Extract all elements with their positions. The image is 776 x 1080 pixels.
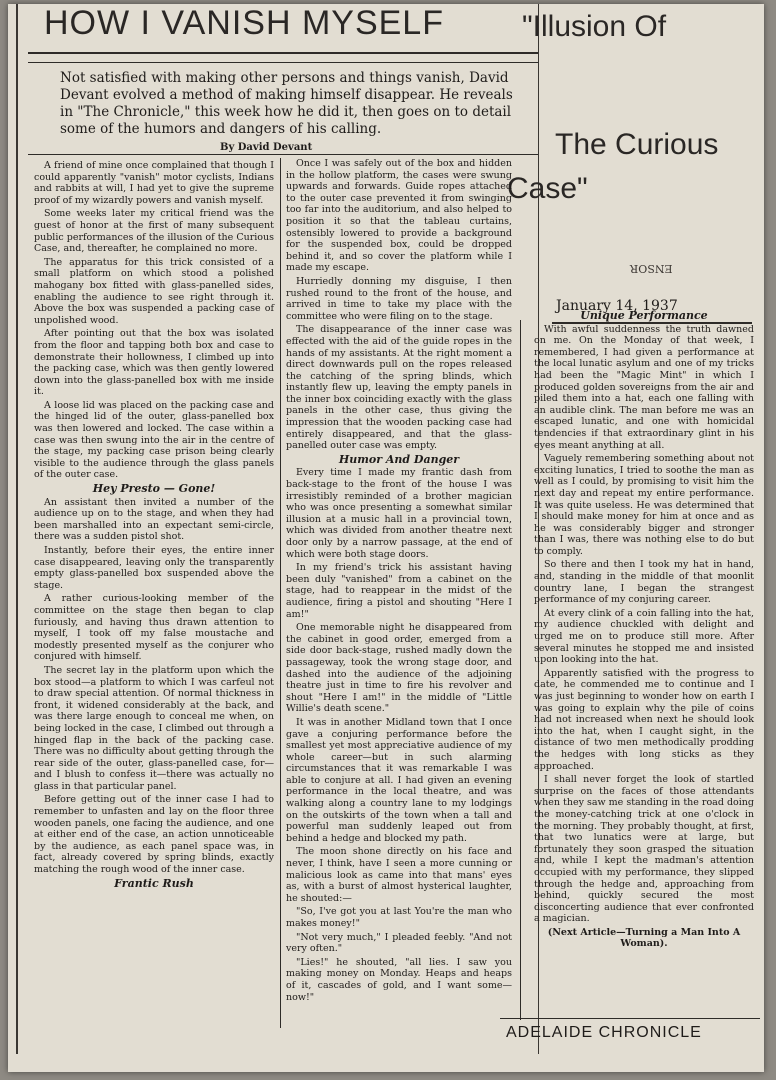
next-article-note: (Next Article—Turning a Man Into A Woman). (547, 926, 741, 950)
headline-right: "Illusion Of (522, 10, 667, 43)
paragraph: A friend of mine once complained that though I could apparently "vanish" motor cyclists, Indians and rabbits at will, I had yet to give the supreme proof of my wizardly powers and vanish myself. (34, 160, 274, 206)
subhead-unique-performance: Unique Performance (580, 309, 708, 322)
paragraph: The moon shone directly on his face and never, I think, have I seen a more cunning or malicious look as came into that mans' eyes as, with a burst of almost hysterical laughter, he shouted:— (286, 846, 512, 904)
paragraph: At every clink of a coin falling into the hat, my audience chuckled with delight and urged me on to produce still more. After several minutes he stopped me and insisted upon looking into the hat. (534, 607, 754, 666)
subhead-hey-presto: Hey Presto — Gone! (92, 482, 216, 496)
paragraph: Instantly, before their eyes, the entire inner case disappeared, leaving only the transparently empty glass-panelled box suspended above the stage. (34, 545, 274, 591)
column-divider-1 (280, 158, 281, 1028)
paragraph: Every time I made my frantic dash from back-stage to the front of the house I was irresistibly reminded of a brother magician who was once presenting a somewhat similar illusion at a music hall in a provincial town, which was divided from another theatre next door only by a narrow passage, at the end of which were both stage doors. (286, 467, 512, 560)
paragraph: The disappearance of the inner case was effected with the aid of the guide ropes in the hands of my assistants. At the right moment a direct downwards pull on the ropes released the catching of the spring blinds, which instantly flew up, leaving the empty panels in the inner box coinciding exactly with the glass panels in the other case, thus giving the impression that the wooden packing case had entirely disappeared, and that the glass-panelled outer case was empty. (286, 324, 512, 452)
paragraph: A loose lid was placed on the packing case and the hinged lid of the outer, glass-panelled box was then lowered and locked. The case within a case was then swung into the air in the centre of the stage, my packing case prison being clearly visible to the audience through the glass panels of the outer case. (34, 399, 274, 481)
paragraph: Once I was safely out of the box and hidden in the hollow platform, the cases were swung upwards and forwards. Guide ropes attached to the outer case prevented it from swinging too far into the auditorium, and also helped to position it so that the tableau curtains, ostensibly lowered to provide a background for the suspended box, could be dropped behind it, and so cover the platform while I made my escape. (286, 158, 512, 274)
paragraph: One memorable night he disappeared from the cabinet in good order, emerged from a side door back-stage, rushed madly down the passageway, took the wrong stage door, and dashed into the audience of the adjoining theatre just in time to fire his revolver and shout "Here I am!" in the middle of "Little Willie's death scene." (286, 622, 512, 715)
paragraph: Some weeks later my critical friend was the guest of honor at the first of many subsequent public performances of the illusion of the Curious Case, and, thereafter, he complained no more. (34, 208, 274, 255)
paragraph: An assistant then invited a number of the audience up on to the stage, and when they had been marshalled into an expectant semi-circle, there was a sudden pistol shot. (34, 496, 274, 543)
byline: By David Devant (220, 142, 313, 153)
paragraph: Vaguely remembering something about not exciting lunatics, I tried to soothe the man as well as I could, by promising to visit him the next day and repeat my entire performance. It was quite useless. He was determined that I should make money for him at once and as he was considerably bigger and stronger than I was, there was nothing else to do but to comply. (534, 453, 754, 557)
intro-paragraph: Not satisfied with making other persons and things vanish, David Devant evolved a method of making himself disappear. He reveals in "The Chronicle," this week how he did it, then goes on to detail some of the humors and dangers of his calling. (60, 70, 513, 137)
headline-left: HOW I VANISH MYSELF (44, 4, 444, 42)
column-3 (534, 310, 754, 952)
paragraph: After pointing out that the box was isolated from the floor and tapping both box and case to demonstrate their hollowness, I climbed up into the packing case, which was then gently lowered down into the glass-panelled box with me inside it. (34, 328, 274, 398)
paragraph: "Lies!" he shouted, "all lies. I saw you making money on Monday. Heaps and heaps of it, cascades of gold, and I want some—now!" (286, 956, 512, 1003)
intro-rule (28, 62, 538, 63)
issue-date: January 14, 1937 (556, 298, 678, 314)
paragraph: "Not very much," I pleaded feebly. "And not very often." (286, 931, 512, 955)
paragraph: I shall never forget the look of startled surprise on the faces of those attendants when they saw me standing in the road doing the money-catching trick at one o'clock in the morning. They probably thought, at first, that two lunatics were at large, but fortunately they soon grasped the situation and, while I kept the madman's attention occupied with my performance, they slipped through the hedge and, approaching from behind, quickly secured the most disconcerting audience that ever confronted a magician. (534, 774, 754, 925)
ensor-stamp: ENSOR (630, 262, 673, 275)
headline-line2: The Curious (555, 128, 719, 161)
column-2 (286, 158, 512, 1005)
footer-rule (500, 1018, 760, 1019)
subhead-frantic-rush: Frantic Rush (114, 876, 194, 890)
paragraph: With awful suddenness the truth dawned on me. On the Monday of that week, I remembered, I had given a performance at the local lunatic asylum and one of my tricks had been the "Magic Mint" in which I produced golden sovereigns from the air and piled them into a hat, each one falling with an audible clink. The man before me was an escaped lunatic, and one with homicidal tendencies if that extraordinary glint in his eyes meant anything at all. (534, 323, 754, 451)
paragraph: The apparatus for this trick consisted of a small platform on which stood a polished mahogany box fitted with glass-panelled sides, enabling the audience to see right through it. Above the box was suspended a packing case of unpolished wood. (34, 256, 274, 326)
paragraph: In my friend's trick his assistant having been duly "vanished" from a cabinet on the stage, had to reappear in the midst of the audience, firing a pistol and shouting "Here I am!" (286, 562, 512, 620)
paragraph: It was in another Midland town that I once gave a conjuring performance before the smallest yet most appreciative audience of my whole career—but in such alarming circumstances that it was remarkable I was able to conjure at all. I had given an evening performance in the local theatre, and was walking along a country lane to my lodgings on the outskirts of the town when a tall and powerful man suddenly leaped out from behind a hedge and blocked my path. (286, 716, 512, 844)
paragraph: The secret lay in the platform upon which the box stood—a platform to which I was carfeul not to draw special attention. Of normal thickness in front, it widened considerably at the back, and was there large enough to conceal me when, on being locked in the case, I climbed out through a hinged flap in the back of the packing case. There was no difficulty about getting through the rear side of the outer, glass-panelled case, for—and I blush to confess it—there was actually no glass in that particular panel. (34, 664, 274, 792)
headline-rule (28, 52, 538, 54)
subhead-humor-danger: Humor And Danger (338, 452, 460, 466)
paragraph: A rather curious-looking member of the committee on the stage then began to clap furiously, and having thus drawn attention to myself, I took off my false moustache and modestly presented myself as the conjurer who conjured with himself. (34, 593, 274, 663)
paragraph: "So, I've got you at last You're the man who makes money!" (286, 906, 512, 929)
column-divider-2 (520, 320, 521, 1020)
headline-line3: Case" (507, 172, 588, 205)
paragraph: So there and then I took my hat in hand, and, standing in the middle of that moonlit country lane, I began the strangest performance of my conjuring career. (534, 559, 754, 606)
paragraph: Hurriedly donning my disguise, I then rushed round to the front of the house, and arrived in time to take my place with the committee who were filing on to the stage. (286, 275, 512, 322)
byline-rule (28, 154, 538, 155)
column-1 (34, 160, 274, 891)
newspaper-name: ADELAIDE CHRONICLE (506, 1024, 702, 1041)
paragraph: Before getting out of the inner case I had to remember to unfasten and lay on the floor three wooden panels, one facing the audience, and one at either end of the case, an action unnoticeable by the audience, as each panel space was, in fact, already covered by spring blinds, exactly matching the rough wood of the inner case. (34, 794, 274, 876)
paragraph: Apparently satisfied with the progress to date, he commended me to continue and I was just beginning to wonder how on earth I was going to explain why the pile of coins had not increased when next he should look into the hat, when I caught sight, in the distance of two men methodically prodding the hedges with long sticks as they approached. (534, 667, 754, 772)
